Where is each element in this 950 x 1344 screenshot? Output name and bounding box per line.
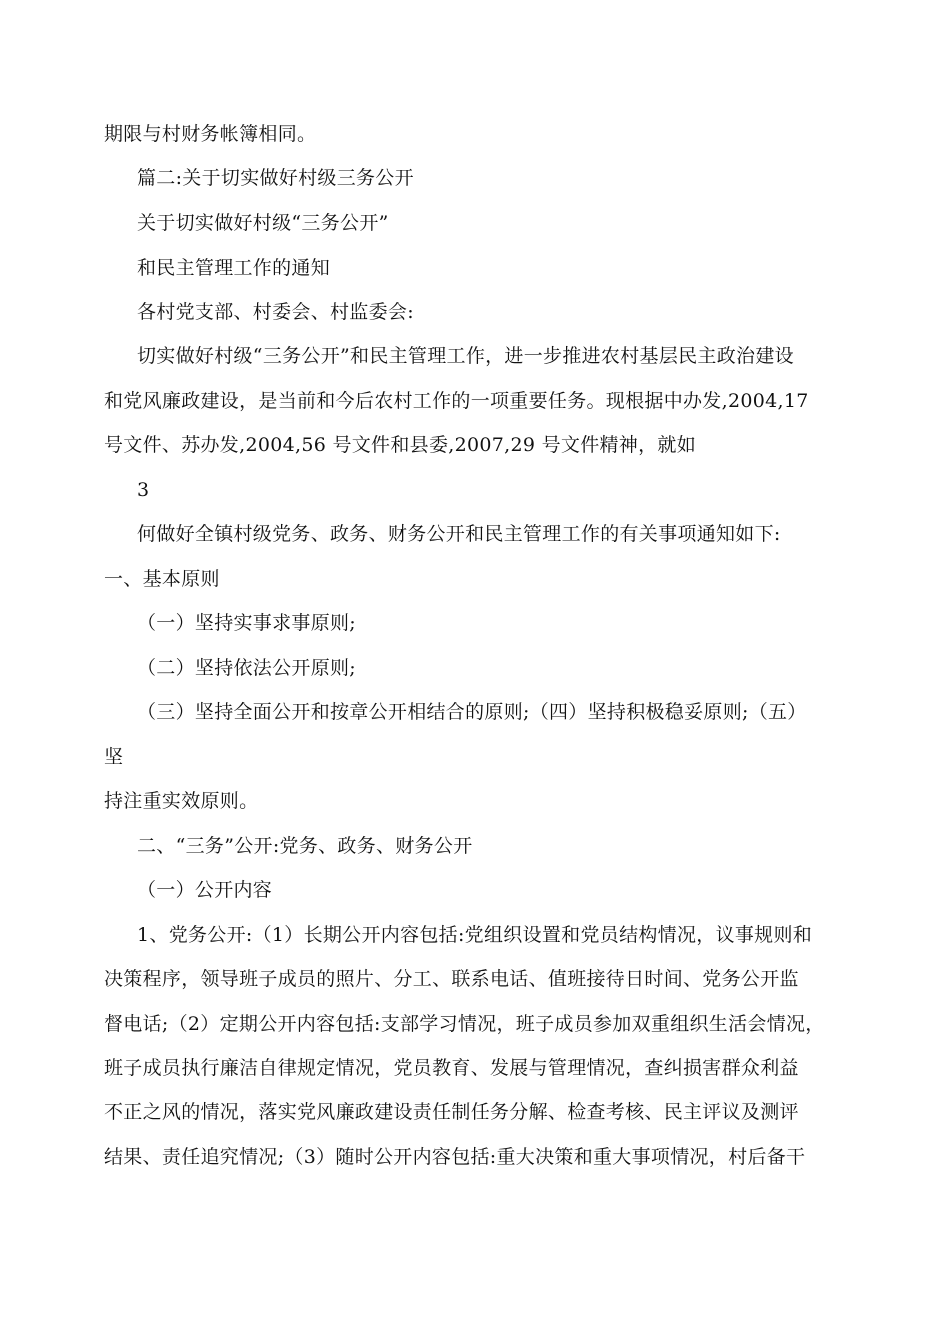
text-line: 何做好全镇村级党务、政务、财务公开和民主管理工作的有关事项通知如下: (137, 523, 781, 545)
text-line: 不正之风的情况，落实党风廉政建设责任制任务分解、检查考核、民主评议及测评 (104, 1101, 799, 1123)
section-heading: 二、“三务”公开:党务、政务、财务公开 (137, 835, 473, 857)
text-line: 和党风廉政建设，是当前和今后农村工作的一项重要任务。现根据中办发,2004,17 (104, 390, 809, 412)
section-heading: 一、基本原则 (104, 568, 220, 590)
text-line: 督电话;（2）定期公开内容包括:支部学习情况，班子成员参加双重组织生活会情况， (104, 1013, 825, 1035)
page-number: 3 (137, 479, 150, 501)
text-line: 期限与村财务帐簿相同。 (104, 123, 317, 145)
list-item: （二）坚持依法公开原则; (137, 657, 357, 679)
salutation: 各村党支部、村委会、村监委会: (137, 301, 414, 323)
text-line: 坚 (104, 746, 124, 768)
text-line: 结果、责任追究情况;（3）随时公开内容包括:重大决策和重大事项情况，村后备干 (104, 1146, 806, 1168)
subsection-heading: （一）公开内容 (137, 879, 273, 901)
text-line: 1、党务公开:（1）长期公开内容包括:党组织设置和党员结构情况，议事规则和 (137, 924, 813, 946)
list-item: （一）坚持实事求事原则; (137, 612, 357, 634)
text-line: 班子成员执行廉洁自律规定情况，党员教育、发展与管理情况，查纠损害群众利益 (104, 1057, 799, 1079)
notice-title-line-2: 和民主管理工作的通知 (137, 257, 331, 279)
text-line: 决策程序，领导班子成员的照片、分工、联系电话、值班接待日时间、党务公开监 (104, 968, 799, 990)
notice-title-line-1: 关于切实做好村级“三务公开” (137, 212, 389, 234)
text-line: 持注重实效原则。 (104, 790, 259, 812)
section-heading: 篇二:关于切实做好村级三务公开 (137, 167, 414, 189)
text-line: 号文件、苏办发,2004,56 号文件和县委,2007,29 号文件精神，就如 (104, 434, 696, 456)
list-item: （三）坚持全面公开和按章公开相结合的原则;（四）坚持积极稳妥原则;（五） (137, 701, 807, 723)
text-line: 切实做好村级“三务公开”和民主管理工作，进一步推进农村基层民主政治建设 (137, 345, 794, 367)
